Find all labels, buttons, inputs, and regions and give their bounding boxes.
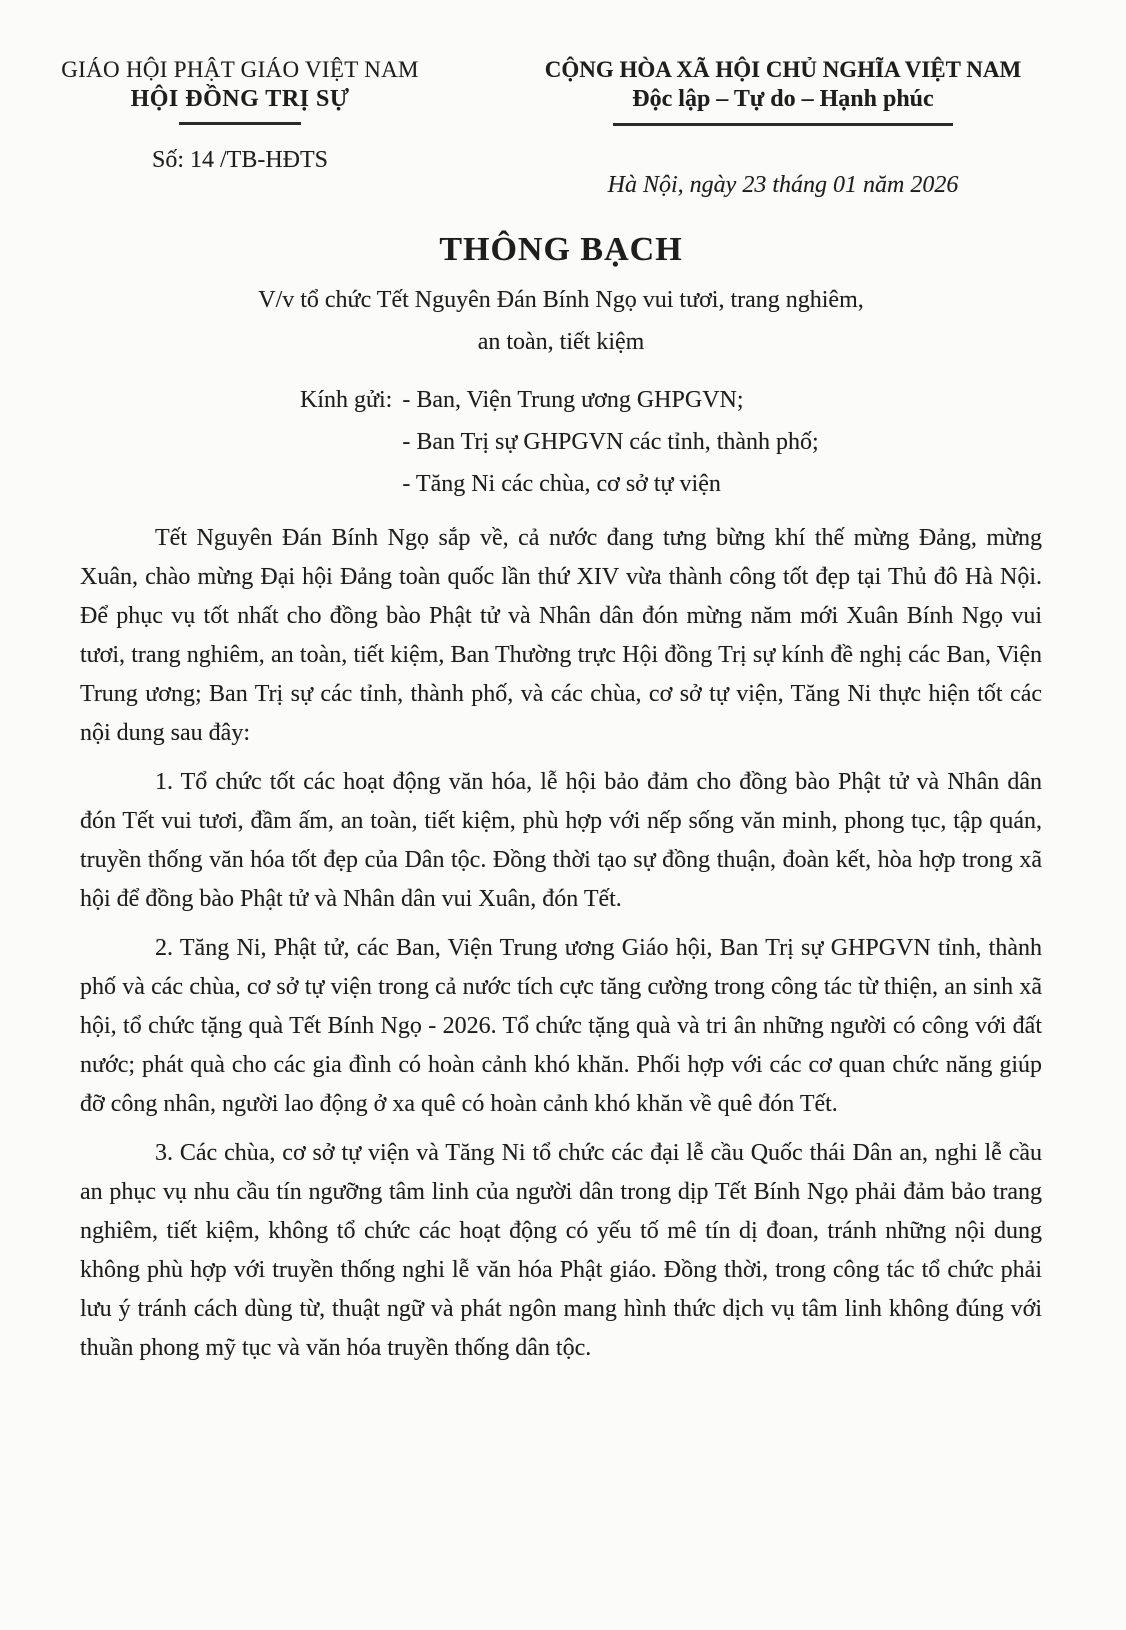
org-underline-rule (179, 122, 301, 125)
place-dateline: Hà Nội, ngày 23 tháng 01 năm 2026 (607, 172, 959, 198)
recipient-item: - Tăng Ni các chùa, cơ sở tự viện (402, 471, 721, 497)
recipients-list (402, 379, 1042, 505)
body-paragraph-item-1: 1. Tổ chức tốt các hoạt động văn hóa, lễ hội bảo đảm cho đồng bào Phật tử và Nhân dân đón Tết vui tươi, đầm ấm, an toàn, tiết kiệm, phù hợp với nếp sống văn minh, phong tục, tập quán, truyền thống văn hóa tốt đẹp của Dân tộc. Đồng thời tạo sự đồng thuận, đoàn kết, hòa hợp trong xã hội để đồng bào Phật tử và Nhân dân vui Xuân, đón Tết. (80, 769, 1042, 912)
body-paragraph-item-3: 3. Các chùa, cơ sở tự viện và Tăng Ni tổ chức các đại lễ cầu Quốc thái Dân an, nghi lễ cầu an phục vụ nhu cầu tín ngưỡng tâm linh của người dân trong dịp Tết Bính Ngọ phải đảm bảo trang nghiêm, tiết kiệm, không tổ chức các hoạt động có yếu tố mê tín dị đoan, tránh những nội dung không phù hợp với truyền thống nghi lễ văn hóa Phật giáo. Đồng thời, trong công tác tổ chức phải lưu ý tránh cách dùng từ, thuật ngữ và phát ngôn mang hình thức dịch vụ tâm linh không đúng với thuần phong mỹ tục và văn hóa truyền thống dân tộc. (80, 1140, 1042, 1361)
national-motto-block (480, 56, 1126, 199)
document-title: THÔNG BẠCH (439, 231, 683, 268)
issuing-org-name: GIÁO HỘI PHẬT GIÁO VIỆT NAM (61, 57, 419, 82)
body-paragraph-item-2: 2. Tăng Ni, Phật tử, các Ban, Viện Trung ương Giáo hội, Ban Trị sự GHPGVN tỉnh, thành phố và các chùa, cơ sở tự viện trong cả nước tích cực tăng cường trong công tác từ thiện, an sinh xã hội, tổ chức tặng quà Tết Bính Ngọ - 2026. Tổ chức tặng quà và tri ân những người có công với đất nước; phát quà cho các gia đình có hoàn cảnh khó khăn. Phối hợp với các cơ quan chức năng giúp đỡ công nhân, người lao động ở xa quê có hoàn cảnh khó khăn về quê đón Tết. (80, 935, 1042, 1117)
subject-line-2: an toàn, tiết kiệm (477, 329, 645, 355)
document-number: Số: 14 /TB-HĐTS (151, 147, 328, 173)
body-paragraph-intro: Tết Nguyên Đán Bính Ngọ sắp về, cả nước đang tưng bừng khí thế mừng Đảng, mừng Xuân, chào mừng Đại hội Đảng toàn quốc lần thứ XIV vừa thành công tốt đẹp tại Thủ đô Hà Nội. Để phục vụ tốt nhất cho đồng bào Phật tử và Nhân dân đón mừng năm mới Xuân Bính Ngọ vui tươi, trang nghiêm, an toàn, tiết kiệm, Ban Thường trực Hội đồng Trị sự kính đề nghị các Ban, Viện Trung ương; Ban Trị sự các tỉnh, thành phố, và các chùa, cơ sở tự viện, Tăng Ni thực hiện tốt các nội dung sau đây: (80, 525, 1042, 746)
document-body (80, 519, 1042, 1368)
national-name: CỘNG HÒA XÃ HỘI CHỦ NGHĨA VIỆT NAM (544, 57, 1022, 82)
motto-underline-rule (613, 123, 953, 126)
issuing-council-name: HỘI ĐỒNG TRỊ SỰ (130, 86, 350, 112)
national-motto: Độc lập – Tự do – Hạnh phúc (632, 86, 934, 112)
issuing-org-block (0, 56, 480, 174)
recipients-label: Kính gửi: (300, 387, 393, 413)
subject-line-1: V/v tổ chức Tết Nguyên Đán Bính Ngọ vui tươi, trang nghiêm, (258, 287, 864, 313)
recipients-block (300, 379, 1042, 505)
recipient-item: - Ban, Viện Trung ương GHPGVN; (402, 387, 744, 413)
document-header (0, 56, 1126, 199)
document-subject (80, 279, 1042, 363)
recipient-item: - Ban Trị sự GHPGVN các tỉnh, thành phố; (402, 429, 819, 455)
